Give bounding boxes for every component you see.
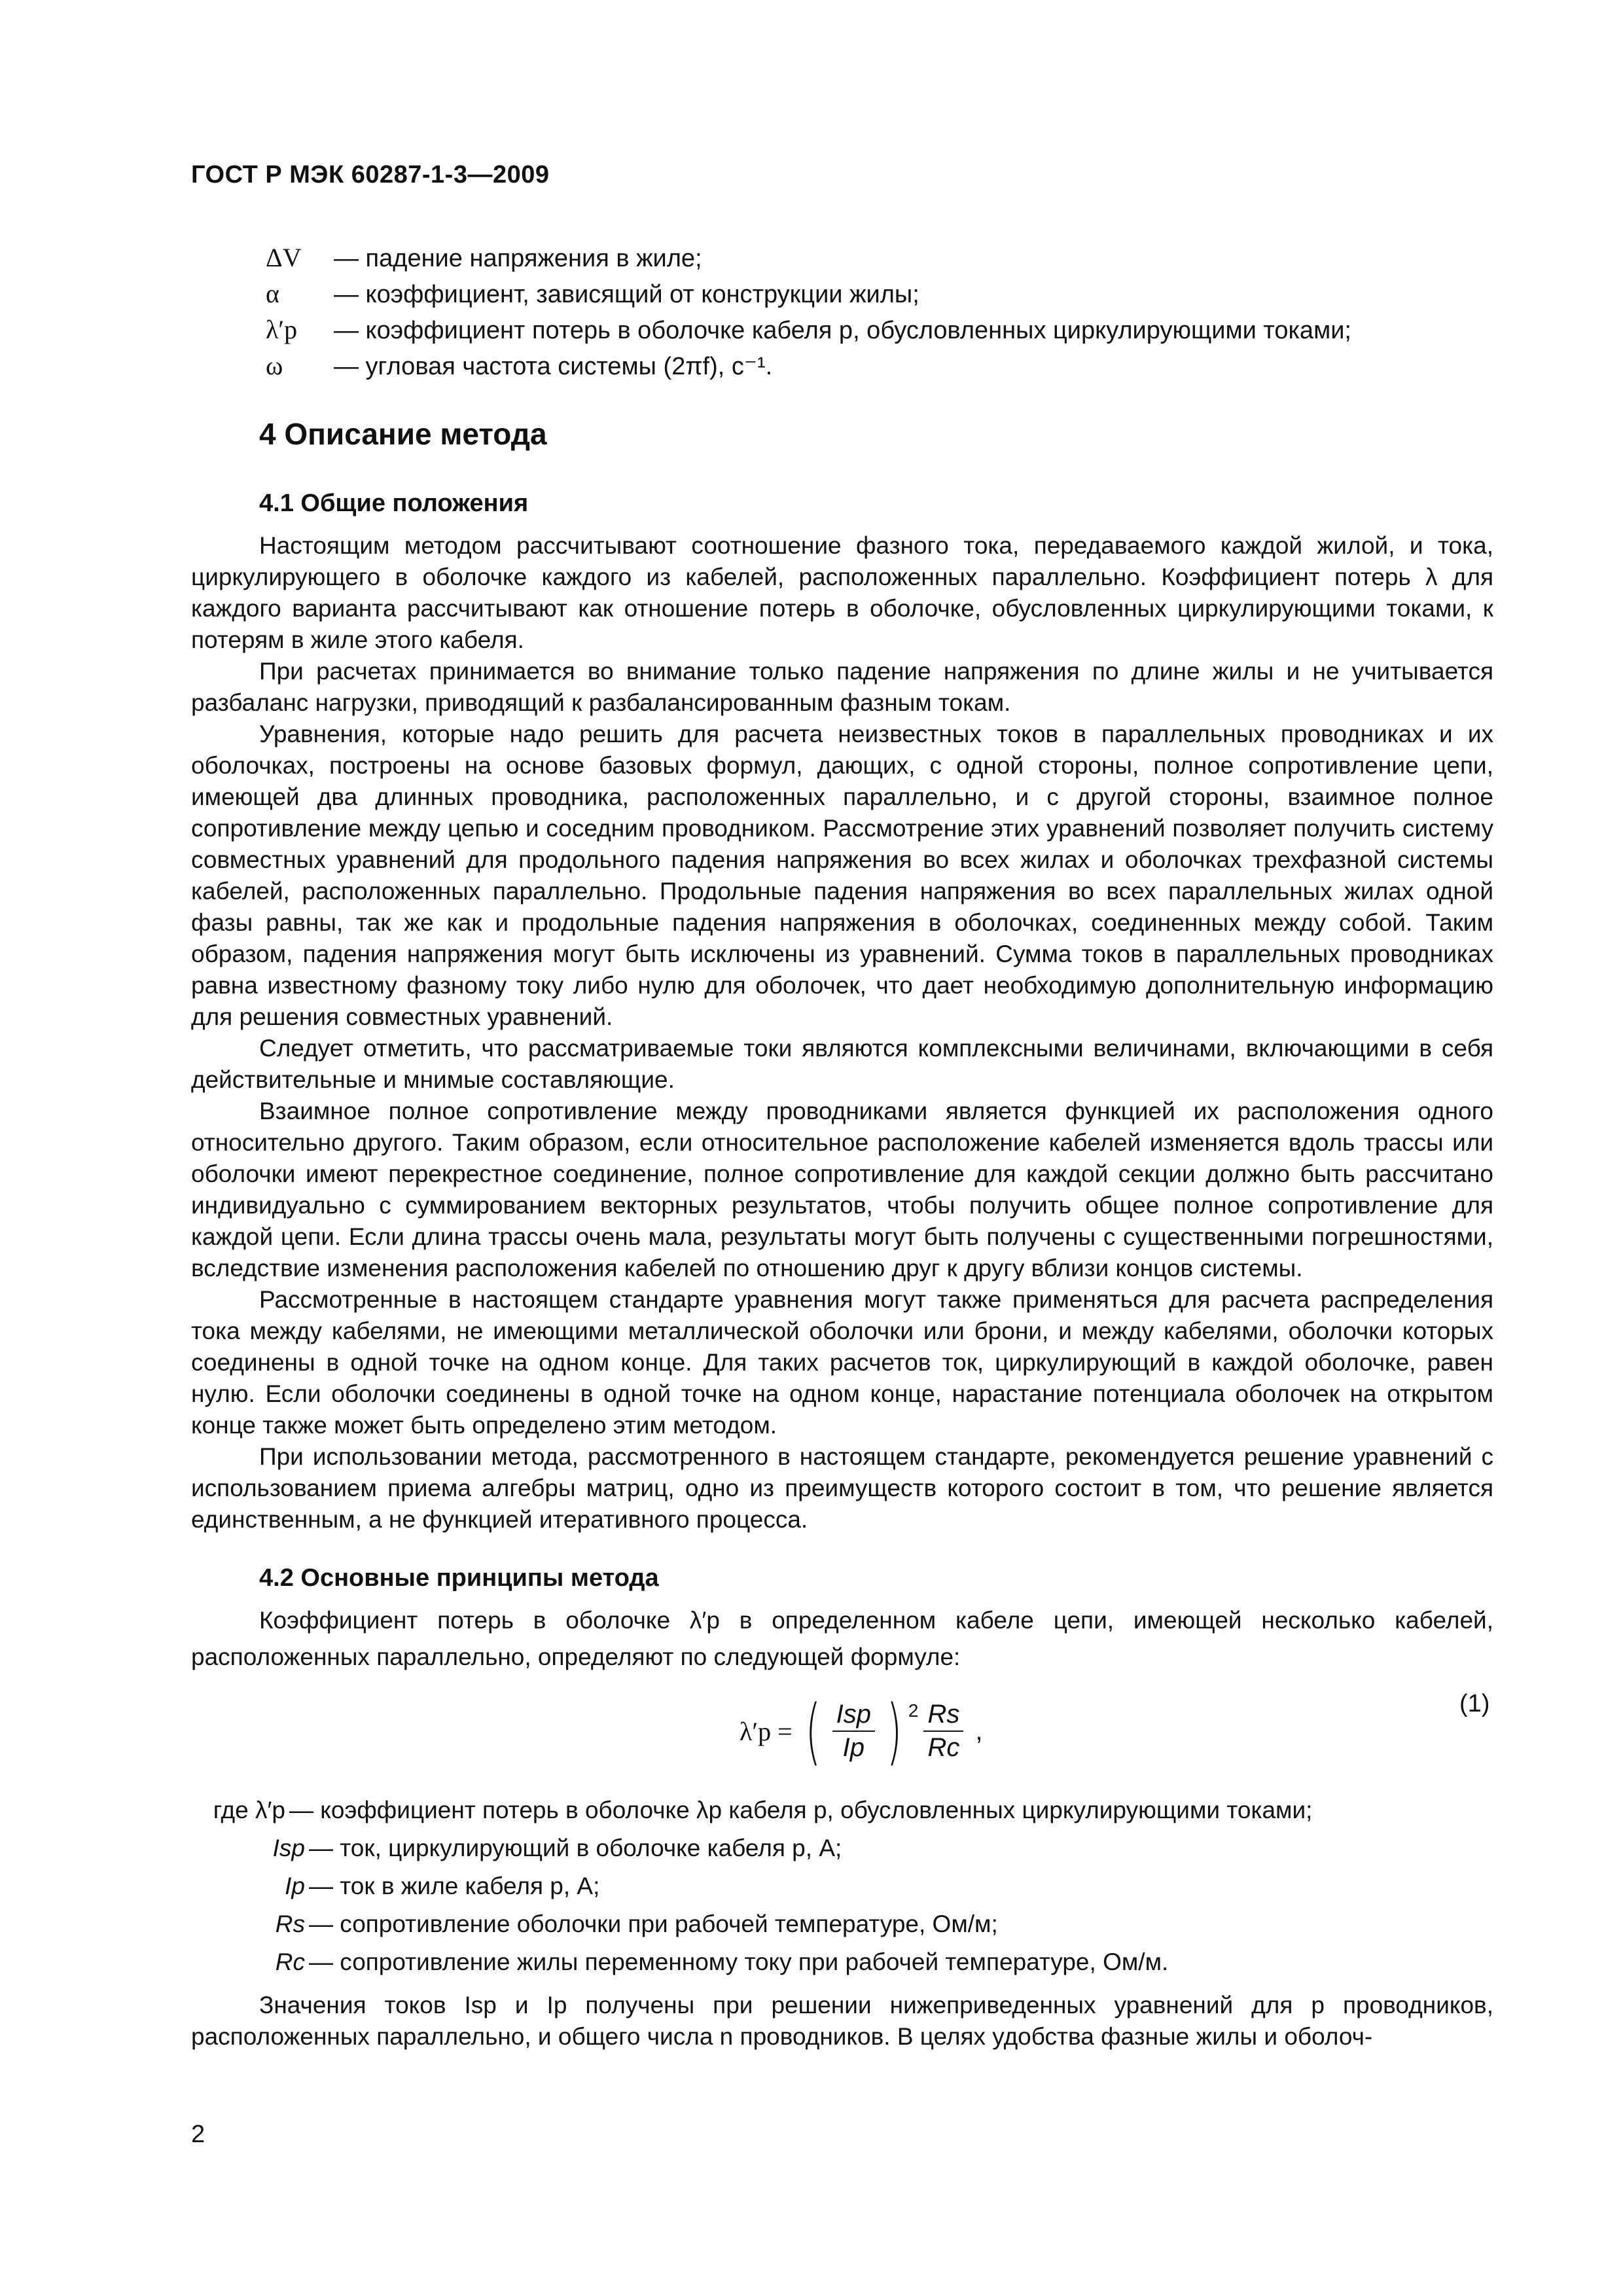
fraction-resistance-ratio (923, 1700, 963, 1763)
subsection-heading-4-2: 4.2 Основные принципы метода (259, 1564, 659, 1592)
where-symbol: где λ′p (213, 1797, 285, 1823)
paragraph: Настоящим методом рассчитывают соотношение фазного тока, передаваемого каждой жилой, и тока, циркулирующего в оболочке каждого из кабелей, расположенных параллельно. Коэффициент потерь λ для каждого варианта рассчитывают как отношение потерь в оболочке, обусловленных циркулирующими токами, к потерям в жиле этого кабеля. (191, 532, 1493, 653)
section-4-1-body (191, 530, 1493, 1535)
numerator: Rs (923, 1700, 963, 1732)
where-symbol: Isp (272, 1835, 305, 1861)
paragraph: При использовании метода, рассмотренного в настоящем стандарте, рекомендуется решение уравнений с использованием приема алгебры матриц, одно из преимуществ которого состоит в том, что решение является единственным, а не функцией итеративного процесса. (191, 1443, 1493, 1533)
closing-paragraph-block (191, 1990, 1493, 2053)
symbol-lambda-p: λ′p (266, 315, 298, 344)
formula-tail: , (975, 1716, 983, 1746)
symbol-description: — коэффициент потерь в оболочке кабеля p, обусловленных циркулирующими токами; (334, 317, 1351, 344)
paragraph: Коэффициент потерь в оболочке λ′p в определенном кабеле цепи, имеющей несколько кабелей, расположенных параллельно, определяют по следующей формуле: (191, 1607, 1493, 1670)
where-row (191, 1910, 1493, 1948)
paragraph: При расчетах принимается во внимание только падение напряжения по длине жилы и не учитывается разбаланс нагрузки, приводящий к разбалансированным фазным токам. (191, 658, 1493, 716)
where-description: — сопротивление оболочки при рабочей температуре, Ом/м; (309, 1910, 998, 1937)
symbol-description: — угловая частота системы (2πf), с⁻¹. (334, 353, 773, 380)
fraction-current-ratio (832, 1700, 875, 1763)
paragraph: Следует отметить, что рассматриваемые токи являются комплексными величинами, включающими в себя действительные и мнимые составляющие. (191, 1035, 1493, 1093)
formula-exponent: 2 (908, 1700, 919, 1721)
where-symbol: Ip (285, 1873, 305, 1899)
section-4-2-intro (191, 1602, 1493, 1676)
where-symbol: Rs (275, 1910, 305, 1937)
formula-lhs: λ′p = (740, 1716, 793, 1746)
where-description: — коэффициент потерь в оболочке λp кабеля p, обусловленных циркулирующими токами; (289, 1797, 1313, 1823)
subsection-heading-4-1: 4.1 Общие положения (259, 490, 529, 517)
symbol-list (242, 242, 1518, 386)
denominator: Rc (927, 1733, 960, 1762)
where-description: — ток, циркулирующий в оболочке кабеля p, А; (309, 1835, 842, 1861)
symbol-alpha: α (266, 279, 279, 308)
where-row (191, 1835, 1493, 1873)
document-header: ГОСТ Р МЭК 60287-1-3—2009 (191, 161, 550, 188)
right-paren-icon: ) (886, 1689, 902, 1773)
where-description: — сопротивление жилы переменному току при рабочей температуре, Ом/м. (309, 1948, 1169, 1975)
left-paren-icon: ( (805, 1689, 821, 1773)
paragraph: Значения токов Isp и Ip получены при решении нижеприведенных уравнений для p проводников, расположенных параллельно, и общего числа n проводников. В целях удобства фазные жилы и оболоч- (191, 1992, 1493, 2050)
symbol-row (242, 314, 1518, 350)
symbol-delta-v: ΔV (266, 243, 302, 272)
where-row (191, 1873, 1493, 1910)
symbol-description: — падение напряжения в жиле; (334, 245, 702, 272)
where-row (191, 1797, 1493, 1835)
where-description: — ток в жиле кабеля p, А; (309, 1873, 600, 1899)
paragraph: Уравнения, которые надо решить для расчета неизвестных токов в параллельных проводниках и их оболочках, построены на основе базовых формул, дающих, с одной стороны, полное сопротивление цепи, имеющей два длинных проводника, расположенных параллельно, и с другой стороны, взаимное полное сопротивление между цепью и соседним проводником. Рассмотрение этих уравнений позволяет получить систему совместных уравнений для продольного падения напряжения во всех жилах и оболочках трехфазной системы кабелей, расположенных параллельно. Продольные падения напряжения во всех параллельных жилах одной фазы равны, так же как и продольные падения напряжения в оболочках, соединенных между собой. Таким образом, падения напряжения могут быть исключены из уравнений. Сумма токов в параллельных проводниках равна известному фазному току либо нулю для оболочек, что дает необходимую дополнительную информацию для решения совместных уравнений. (191, 721, 1493, 1030)
where-row (191, 1948, 1493, 1986)
page-number: 2 (191, 2121, 205, 2148)
where-list (191, 1797, 1493, 1986)
symbol-row (242, 242, 1518, 278)
where-symbol: Rc (275, 1948, 305, 1975)
denominator: Ip (842, 1733, 865, 1762)
section-heading: 4 Описание метода (259, 417, 547, 451)
formula-number: (1) (1459, 1690, 1490, 1717)
paragraph: Взаимное полное сопротивление между проводниками является функцией их расположения одного относительно другого. Таким образом, если относительное расположение кабелей изменяется вдоль трассы или оболочки имеют перекрестное соединение, полное сопротивление для каждой секции должно быть рассчитано индивидуально с суммированием векторных результатов, чтобы получить общее полное сопротивление для каждой цепи. Если длина трассы очень мала, результаты могут быть получены с существенными погрешностями, вследствие изменения расположения кабелей по отношению друг к другу вблизи концов системы. (191, 1098, 1493, 1282)
symbol-row (242, 278, 1518, 314)
numerator: Isp (832, 1700, 875, 1732)
symbol-row (242, 350, 1518, 386)
formula-1 (740, 1689, 983, 1774)
paragraph: Рассмотренные в настоящем стандарте уравнения могут также применяться для расчета распределения тока между кабелями, не имеющими металлической оболочки или брони, и между кабелями, оболочки которых соединены в одной точке на одном конце. Для таких расчетов ток, циркулирующий в каждой оболочке, равен нулю. Если оболочки соединены в одной точке на одном конце, нарастание потенциала оболочек на открытом конце также может быть определено этим методом. (191, 1286, 1493, 1439)
symbol-omega: ω (266, 351, 283, 380)
symbol-description: — коэффициент, зависящий от конструкции жилы; (334, 281, 919, 308)
